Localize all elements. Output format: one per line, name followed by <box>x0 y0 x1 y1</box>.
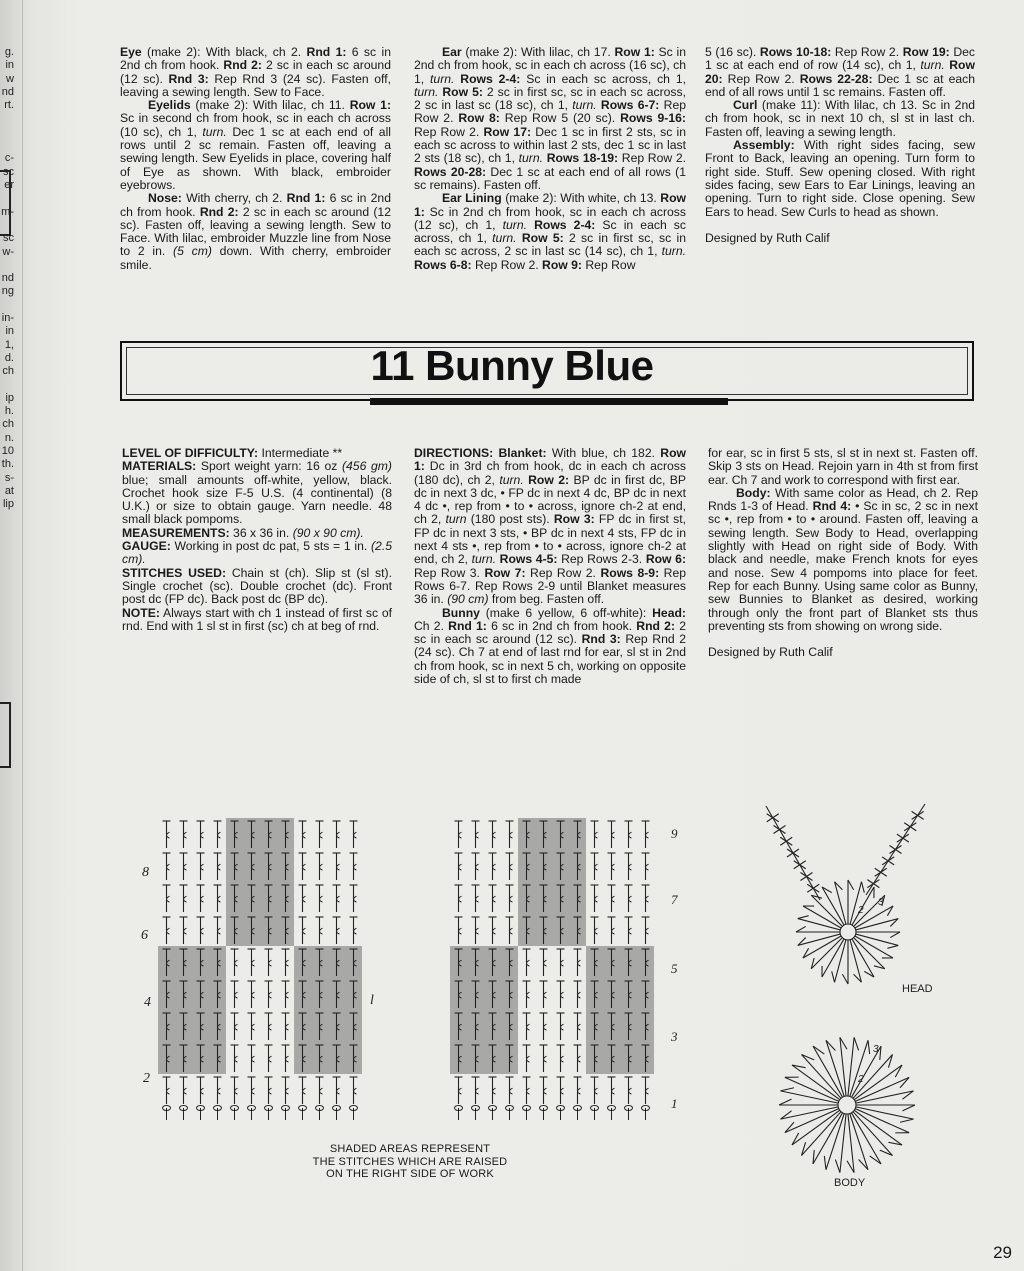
body-mark: 3 <box>873 1044 879 1055</box>
round-spoke <box>832 971 835 982</box>
margin-fragment: er <box>4 179 14 191</box>
assembly-instructions: Assembly: With right sides facing, sew Front to Back, leaving an opening. Turn form to right side. Stuff. Sew opening closed. With right sides facing, sew Ears to Ear Linings, leaving an opening. Turn to right side. Close opening. Sew Ears to head. Sew Curls to head as shown. <box>705 138 975 219</box>
x-stitch <box>904 823 916 831</box>
margin-fragment: w- <box>2 245 14 258</box>
caption-line: SHADED AREAS REPRESENT <box>329 1143 491 1155</box>
ear-stitches <box>867 811 923 887</box>
stitches-used: STITCHES USED: Chain st (ch). Slip st (sl st). Single crochet (sc). Double crochet (dc). Front post dc (FP dc). Back post dc (BP dc). <box>122 565 392 607</box>
bunny-head-instructions: Bunny (make 6 yellow, 6 off-white): Head: Ch 2. Rnd 1: 6 sc in 2nd ch from hook. Rnd 2: 2 sc in each sc around (12 sc). Rnd 3: Rep Rnd 2 (24 sc). Ch 7 at end of last rnd for ear, sl st in 2nd ch from hook, sc in next 5 ch, working on opposite side of ch, sl st to first ch made <box>414 605 687 687</box>
row-number: 6 <box>141 928 148 943</box>
center-ring <box>840 924 856 940</box>
stray-mark: l <box>370 993 374 1008</box>
row-number: 3 <box>671 1029 678 1044</box>
caption-line: ON THE RIGHT SIDE OF WORK <box>326 1168 494 1180</box>
head-round-stitches <box>796 880 900 984</box>
margin-fragment: in <box>5 59 14 72</box>
head-continued: for ear, sc in first 5 sts, sl st in next st. Fasten off. Skip 3 sts on Head. Rejoin yarn in 4th st from first ear. Ch 7 and work to correspond with first ear. <box>708 446 978 487</box>
round-spoke <box>811 938 842 969</box>
row-number: 5 <box>671 961 678 976</box>
body-round-stitches <box>779 1037 915 1172</box>
round-spoke <box>900 1119 913 1122</box>
margin-fragment: h. <box>4 405 14 418</box>
ear-instructions: Ear (make 2): With lilac, ch 17. Row 1: Sc in 2nd ch from hook, sc in each ch across (16 sc), ch 1, turn. Rows 2-4: Sc in each sc across, ch 1, turn. Row 5: 2 sc in first sc, sc in each sc across, 2 sc in last sc (18 sc), ch 1, turn. Rows 6-7: Rep Row 2. Row 8: Rep Row 5 (20 sc). Rows 9-16: Rep Row 2. Row 17: Dec 1 sc in first 2 sts, sc in each sc across to within last 2 sts, dec 1 sc in last 2 sts (18 sc), ch 1, turn. Rows 18-19: Rep Row 2. Rows 20-28: Dec 1 sc at each end of all rows (1 sc remains). Fasten off. <box>414 45 687 192</box>
x-stitch <box>780 837 792 845</box>
designer-credit: Designed by Ruth Calif <box>705 230 830 245</box>
x-stitch <box>890 846 902 854</box>
margin-fragment: d. <box>4 351 14 364</box>
x-stitch <box>882 857 894 865</box>
row-number: 4 <box>144 995 151 1010</box>
margin-fragment: rt. <box>4 99 14 112</box>
round-spoke <box>779 1099 792 1105</box>
blanket-directions: DIRECTIONS: Blanket: With blue, ch 182. Row 1: Dc in 3rd ch from hook, dc in each ch across (180 dc), ch 2, turn. Row 2: BP dc in first dc, BP dc in next 3 dc, • FP dc in next 4 dc, BP dc in next 4 dc •, rep from • to • across, ignore ch-2 at end, ch 2, turn (180 post sts). Row 3: FP dc in first st, FP dc in next 3 sts, • BP dc in next 4 sts, FP dc in next 4 sts •, rep from • to • across, ignore ch-2 at end, ch 2, turn. Rows 4-5: Rep Rows 2-3. Row 6: Rep Row 3. Row 7: Rep Row 2. Rows 8-9: Rep Rows 6-7. Rep Rows 2-9 until Blanket measures 36 in. (90 cm) from beg. Fasten off. <box>414 446 687 607</box>
margin-fragment: th. <box>1 458 14 471</box>
margin-fragment: s- <box>4 471 14 484</box>
caption-line: THE STITCHES WHICH ARE RAISED <box>312 1155 508 1168</box>
margin-fragment: ch <box>2 418 14 431</box>
round-spoke <box>798 916 809 919</box>
margin-fragment: g. <box>4 46 14 58</box>
round-spoke <box>835 1160 839 1173</box>
row-number: 7 <box>671 892 678 907</box>
round-spoke <box>796 926 806 932</box>
gauge: GAUGE: Working in post dc pat, 5 sts = 1 in. (2.5 cm). <box>122 539 392 567</box>
x-stitch <box>794 861 806 869</box>
round-spoke <box>890 932 900 938</box>
round-spoke <box>811 895 842 926</box>
round-spoke <box>887 945 898 948</box>
margin-fragment: w <box>6 72 14 85</box>
row-number: 8 <box>142 865 149 880</box>
margin-fragment: c- <box>4 152 14 165</box>
head-mark: 2 <box>858 905 864 916</box>
margin-fragment: lip <box>2 498 14 511</box>
nose-instructions: Nose: With cherry, ch 2. Rnd 1: 6 sc in 2nd ch from hook. Rnd 2: 2 sc in each sc around (12 sc). Fasten off, leaving a sewing length. Sew to Face. With lilac, embroider Muzzle line from Nose to 2 in. (5 cm) down. With cherry, embroider smile. <box>120 191 392 272</box>
ear-lining-instructions: Ear Lining (make 2): With white, ch 13. Row 1: Sc in 2nd ch from hook, sc in each ch across (12 sc), ch 1, turn. Rows 2-4: Sc in each sc across, ch 1, turn. Row 5: 2 sc in first sc, sc in each sc across, 2 sc in last sc (14 sc), ch 1, turn. Rows 6-8: Rep Row 2. Row 9: Rep Row <box>414 191 686 272</box>
x-stitch <box>867 880 879 888</box>
note: NOTE: Always start with ch 1 instead of first sc of rnd. End with 1 sl st in first (sc) ch at beg of rnd. <box>122 605 392 633</box>
round-spoke <box>854 938 885 969</box>
round-spoke <box>842 974 848 984</box>
head-mark: 3 <box>878 897 884 908</box>
margin-fragment: nd <box>1 272 14 285</box>
eye-instructions: Eye (make 2): With black, ch 2. Rnd 1: 6 sc in 2nd ch from hook. Rnd 2: 2 sc in each sc around (12 sc). Rnd 3: Rep Rnd 3 (24 sc). Fasten off, leaving a sewing length. Sew to Face. <box>120 45 391 99</box>
row-number: 9 <box>671 826 678 841</box>
round-spoke <box>861 882 864 893</box>
margin-fragment: m- <box>1 205 14 218</box>
body-mark: 2 <box>858 1074 864 1085</box>
margin-fragment: 1, <box>4 338 14 351</box>
x-stitch <box>774 826 786 834</box>
row-number: 2 <box>143 1071 150 1086</box>
margin-fragment: at <box>4 484 14 497</box>
right-row-numbers <box>670 826 678 1111</box>
ear-continued: 5 (16 sc). Rows 10-18: Rep Row 2. Row 19: Dec 1 sc at each end of row (14 sc), ch 1, turn. Row 20: Rep Row 2. Rows 22-28: Dec 1 sc at each end of all rows until 1 sc remains. Fasten off. <box>705 45 976 99</box>
x-stitch <box>767 814 779 822</box>
stitch-chart-right <box>450 818 654 1120</box>
difficulty: LEVEL OF DIFFICULTY: Intermediate ** <box>122 446 343 460</box>
x-stitch <box>801 873 813 881</box>
round-spoke <box>868 1040 870 1054</box>
head-label: HEAD <box>902 983 933 995</box>
margin-fragment: in- <box>1 312 14 324</box>
row-number: 1 <box>671 1096 678 1111</box>
body-instructions: Body: With same color as Head, ch 2. Rep Rnds 1-3 of Head. Rnd 4: • Sc in sc, 2 sc in next sc •, rep from • to • around. Fasten off, leaving a sewing length. Sew Body to Head, overlapping slightly with Head on right side of Body. With black and needle, make French knots for eyes and nose. Sew 4 pompoms into place for feet. Rep for each Bunny. Using same color as Bunny, sew Bunnies to Blanket as desired, working through only the front part of Blanket sts thus preventing sts from showing on wrong side. <box>708 485 979 633</box>
margin-fragment: 10 <box>1 445 14 457</box>
materials: MATERIALS: Sport weight yarn: 16 oz (456 gm) blue; small amounts off-white, yellow, black. Crochet hook size F-5 U.S. (4 continental) (8 U.K.) or size to obtain gauge. Yarn needle. 48 small black pompoms. <box>122 459 392 527</box>
chart-caption <box>280 1143 540 1181</box>
body-label: BODY <box>834 1177 866 1189</box>
margin-fragment: nd <box>1 85 14 98</box>
page-number: 29 <box>993 1243 1012 1262</box>
round-spoke <box>854 1037 858 1050</box>
margin-fragment: in <box>5 325 14 338</box>
round-spoke <box>902 1105 915 1111</box>
round-spoke <box>824 1156 826 1170</box>
eyelids-instructions: Eyelids (make 2): With lilac, ch 11. Row 1: Sc in second ch from hook, sc in each ch across (10 sc), ch 1, turn. Dec 1 sc at each end of all rows until 2 sc remain. Fasten off, leaving a sewing length. Sew Eyelids in place, covering half of Eye as shown. With black, embroider eyebrows. <box>120 98 392 192</box>
margin-fragment: ch <box>2 365 14 378</box>
x-stitch <box>897 834 909 842</box>
margin-fragment: sc <box>3 165 14 178</box>
x-stitch <box>787 849 799 857</box>
margin-fragment: n. <box>4 431 14 444</box>
x-stitch <box>912 811 924 819</box>
x-stitch <box>807 884 819 892</box>
margin-fragment: ip <box>5 391 14 404</box>
margin-fragment: sc <box>3 232 14 245</box>
margin-fragment: ng <box>1 285 14 298</box>
pattern-title: 11 Bunny Blue <box>370 342 654 389</box>
curl-instructions: Curl (make 11): With lilac, ch 13. Sc in 2nd ch from hook, sc in next 10 ch, sl st in last ch. Fasten off, leaving a sewing length. <box>705 98 975 139</box>
ear-stitches <box>767 814 820 893</box>
round-spoke <box>848 880 854 890</box>
round-spoke <box>780 1088 793 1091</box>
center-ring <box>838 1096 856 1114</box>
x-stitch <box>875 868 887 876</box>
stitch-chart-left <box>158 818 362 1120</box>
designer-credit: Designed by Ruth Calif <box>708 645 833 660</box>
measurements: MEASUREMENTS: 36 x 36 in. (90 x 90 cm). <box>122 525 364 540</box>
